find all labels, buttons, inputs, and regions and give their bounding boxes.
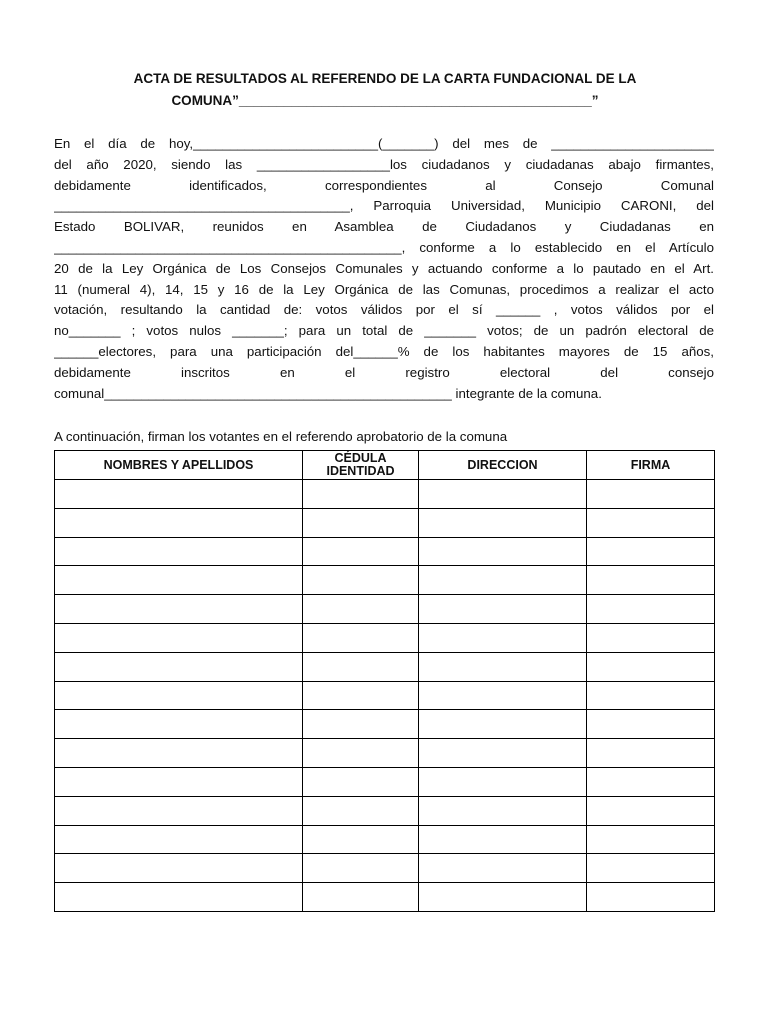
cell-signature[interactable] [587,480,715,509]
cell-signature[interactable] [587,623,715,652]
table-row [55,767,715,796]
signatures-table [54,450,715,912]
cell-id[interactable] [303,566,419,595]
table-row [55,796,715,825]
cell-address[interactable] [419,508,587,537]
paragraph-line: debidamente identificados, correspondientes al Consejo Comunal [54,177,714,193]
paragraph-line: votación, resultando la cantidad de: votos válidos por el sí ______ , votos válidos por el [54,302,714,318]
table-body [55,480,715,912]
table-header-row [55,451,715,480]
cell-address[interactable] [419,854,587,883]
table-row [55,623,715,652]
cell-name[interactable] [55,767,303,796]
paragraph-line: Estado BOLIVAR, reunidos en Asamblea de Ciudadanos y Ciudadanas en [54,219,714,235]
header-names: NOMBRES Y APELLIDOS [55,451,303,480]
paragraph-line: 20 de la Ley Orgánica de Los Consejos Comunales y actuando conforme a lo pautado en el Art. [54,260,714,276]
cell-name[interactable] [55,623,303,652]
table-row [55,681,715,710]
cell-signature[interactable] [587,883,715,912]
cell-signature[interactable] [587,796,715,825]
paragraph-line: En el día de hoy,_________________________(_______) del mes de ______________________ [54,136,714,151]
title-line-1: ACTA DE RESULTADOS AL REFERENDO DE LA CARTA FUNDACIONAL DE LA [133,71,637,86]
cell-address[interactable] [419,710,587,739]
cell-name[interactable] [55,566,303,595]
cell-signature[interactable] [587,681,715,710]
cell-id[interactable] [303,739,419,768]
header-signature: FIRMA [587,451,715,480]
cell-name[interactable] [55,537,303,566]
table-row [55,854,715,883]
cell-address[interactable] [419,825,587,854]
cell-signature[interactable] [587,566,715,595]
cell-name[interactable] [55,480,303,509]
cell-address[interactable] [419,623,587,652]
table-row [55,537,715,566]
cell-address[interactable] [419,537,587,566]
cell-signature[interactable] [587,739,715,768]
table-row [55,508,715,537]
table-row [55,825,715,854]
cell-id[interactable] [303,710,419,739]
table-row [55,566,715,595]
cell-name[interactable] [55,825,303,854]
table-row [55,652,715,681]
act-paragraph [54,134,714,404]
table-intro: A continuación, firman los votantes en el referendo aprobatorio de la comuna [54,429,508,444]
cell-name[interactable] [55,710,303,739]
cell-name[interactable] [55,739,303,768]
cell-address[interactable] [419,595,587,624]
document-title [60,68,710,112]
cell-id[interactable] [303,796,419,825]
cell-id[interactable] [303,508,419,537]
cell-name[interactable] [55,796,303,825]
cell-address[interactable] [419,796,587,825]
cell-address[interactable] [419,681,587,710]
cell-signature[interactable] [587,652,715,681]
cell-signature[interactable] [587,767,715,796]
paragraph-line: _______________________________________________, conforme a lo establecido en el Artículo [54,239,714,255]
cell-name[interactable] [55,883,303,912]
table-row [55,480,715,509]
table-row [55,710,715,739]
cell-id[interactable] [303,652,419,681]
cell-address[interactable] [419,480,587,509]
table-row [55,739,715,768]
paragraph-line: ______electores, para una participación del______% de los habitantes mayores de 15 años, [54,343,714,359]
cell-signature[interactable] [587,825,715,854]
cell-id[interactable] [303,623,419,652]
paragraph-line: debidamente inscritos en el registro electoral del consejo [54,364,714,380]
header-id: CÉDULA IDENTIDAD [303,451,419,480]
paragraph-line: no_______ ; votos nulos _______; para un total de _______ votos; de un padrón electoral de [54,323,714,339]
table-row [55,883,715,912]
cell-name[interactable] [55,681,303,710]
paragraph-line: del año 2020, siendo las __________________los ciudadanos y ciudadanas abajo firmantes, [54,156,714,172]
paragraph-line: 11 (numeral 4), 14, 15 y 16 de la Ley Orgánica de las Comunas, procedimos a realizar el acto [54,281,714,297]
paragraph-line: ________________________________________, Parroquia Universidad, Municipio CARONI, del [54,198,714,214]
table-row [55,595,715,624]
header-address: DIRECCION [419,451,587,480]
cell-signature[interactable] [587,508,715,537]
cell-signature[interactable] [587,537,715,566]
cell-name[interactable] [55,652,303,681]
cell-id[interactable] [303,767,419,796]
cell-signature[interactable] [587,854,715,883]
cell-address[interactable] [419,883,587,912]
cell-id[interactable] [303,854,419,883]
cell-id[interactable] [303,825,419,854]
cell-signature[interactable] [587,710,715,739]
cell-address[interactable] [419,566,587,595]
cell-address[interactable] [419,767,587,796]
paragraph-line: comunal_______________________________________________ integrante de la comuna. [54,385,602,401]
cell-address[interactable] [419,739,587,768]
cell-name[interactable] [55,508,303,537]
title-line-2: COMUNA”_______________________________________________” [171,93,599,108]
cell-address[interactable] [419,652,587,681]
cell-id[interactable] [303,480,419,509]
cell-id[interactable] [303,537,419,566]
cell-name[interactable] [55,854,303,883]
cell-id[interactable] [303,883,419,912]
cell-id[interactable] [303,595,419,624]
cell-name[interactable] [55,595,303,624]
cell-id[interactable] [303,681,419,710]
cell-signature[interactable] [587,595,715,624]
